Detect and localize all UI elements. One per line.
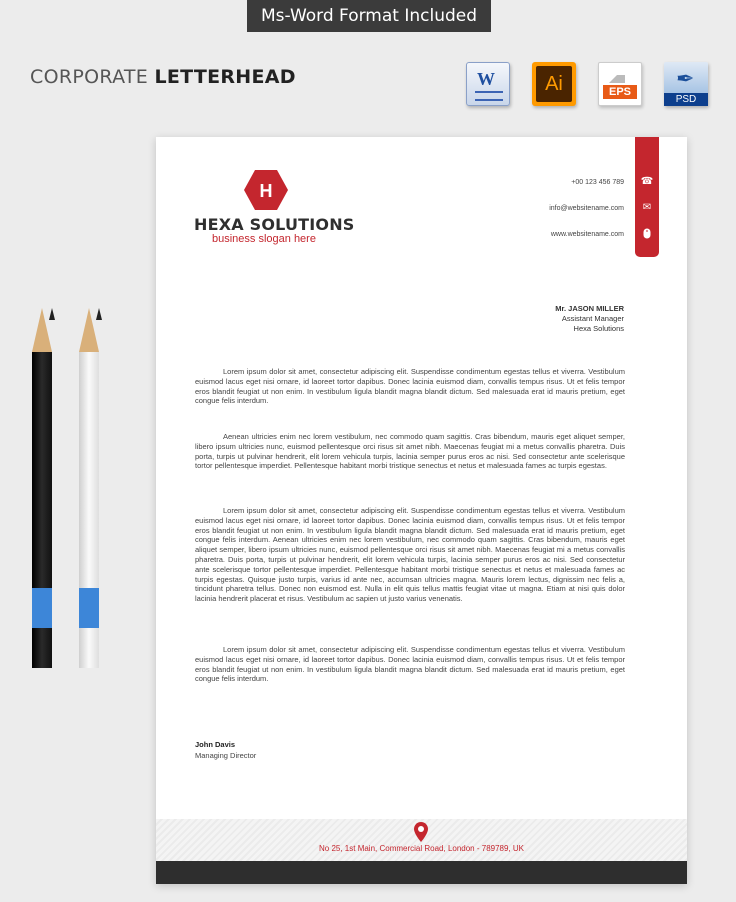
word-letter: W: [477, 69, 495, 89]
black-pencil: [32, 308, 52, 668]
recipient-company: Hexa Solutions: [573, 324, 624, 333]
contact-website: www.websitename.com: [550, 231, 624, 238]
white-pencil: [79, 308, 99, 668]
signature-name: John Davis: [195, 740, 236, 749]
contact-email: info@websitename.com: [549, 205, 624, 212]
phone-icon: ☎: [640, 176, 654, 187]
location-pin-icon: [414, 822, 428, 842]
envelope-icon: ✉: [642, 202, 652, 213]
mouse-icon: [640, 228, 654, 240]
letterhead-page: [156, 137, 687, 884]
footer-address: No 25, 1st Main, Commercial Road, London - 789789, UK: [319, 844, 524, 853]
recipient-title: Assistant Manager: [561, 314, 624, 323]
body-paragraph: Lorem ipsum dolor sit amet, consectetur adipiscing elit. Suspendisse condimentum egestas tellus et viverra. Vestibulum euismod lacus eget nisi ornare, id laoreet tortor dapibus. Donec lacinia euismod diam, convallis tempus risus. Ut et felis tempor eros blandit feugiat ut non enim. In vestibulum ligula blandit magna blandit dictum. Sed malesuada erat id mauris pretium, eget congue felis interdum. Aenean ultricies enim nec lorem vestibulum, nec commodo quam sagittis. Cras bibendum, mauris eget aliquet semper, libero ipsum ultricies nunc, euismod pellentesque orci risus sit amet nibh. Maecenas feugiat mi a metus convallis pharetra. Duis porta, turpis ut pulvinar hendrerit, elit lorem vehicula turpis, lacinia semper purus eros ac nisi. Sed consectetur ante scelerisque tortor pellentesque imperdiet. Pellentesque habitant morbi tristique senectus et netus et malesuada fames ac turpis egestas. Quisque justo turpis, varius id ante nec, accumsan ultricies magna. Mauris lorem lectus, dignissim nec felis a, tincidunt pharetra tellus. Donec non euismod est. Nulla in elit quis tellus mattis feugiat vitae ut magna. Etiam at nisi quis dolor lacinia hendrerit placerat et risus. Vestibulum ac sapien ut justo varius venenatis.: [195, 506, 625, 604]
ai-label: Ai: [536, 66, 572, 102]
title-bold: LETTERHEAD: [154, 66, 296, 88]
psd-label: PSD: [664, 93, 708, 106]
illustrator-format-icon: [532, 62, 576, 106]
page-title: [30, 66, 296, 88]
hexagon-logo-icon: [244, 170, 288, 210]
eps-label: EPS: [603, 85, 637, 99]
format-banner: [247, 0, 491, 32]
feather-icon: ✒: [676, 66, 695, 91]
eps-format-icon: [598, 62, 642, 106]
footer-bar: [156, 861, 687, 884]
contact-phone: +00 123 456 789: [571, 179, 624, 186]
word-format-icon: [466, 62, 510, 106]
contact-icon-strip: [635, 137, 659, 257]
company-slogan: business slogan here: [212, 233, 316, 245]
company-name: HEXA SOLUTIONS: [194, 215, 355, 234]
recipient-name: Mr. JASON MILLER: [555, 304, 624, 313]
title-light: CORPORATE: [30, 66, 155, 88]
recipient-block: [555, 304, 624, 334]
body-paragraph: Lorem ipsum dolor sit amet, consectetur adipiscing elit. Suspendisse condimentum egestas tellus et viverra. Vestibulum euismod lacus eget nisi ornare, id laoreet tortor dapibus. Donec lacinia euismod diam, convallis tempus risus. Ut et felis tempor eros blandit feugiat ut non enim. In vestibulum ligula blandit magna blandit dictum. Sed malesuada erat id mauris pretium, eget congue felis interdum.: [195, 367, 625, 406]
format-banner-text: Ms-Word Format Included: [260, 6, 478, 26]
format-icons: [466, 62, 708, 106]
body-paragraph: Lorem ipsum dolor sit amet, consectetur adipiscing elit. Suspendisse condimentum egestas tellus et viverra. Vestibulum euismod lacus eget nisi ornare, id laoreet tortor dapibus. Donec lacinia euismod diam, convallis tempus risus. Ut et felis tempor eros blandit feugiat ut non enim. In vestibulum ligula blandit magna blandit dictum. Sed malesuada erat id mauris pretium, eget congue felis interdum.: [195, 645, 625, 684]
body-paragraph: Aenean ultricies enim nec lorem vestibulum, nec commodo quam sagittis. Cras bibendum, mauris eget aliquet semper, libero ipsum ultricies nunc, euismod pellentesque orci risus sit amet nibh. Maecenas feugiat mi a metus convallis pharetra. Duis porta, turpis ut pulvinar hendrerit, elit lorem vehicula turpis, lacinia semper purus eros ac nisi. Sed consectetur ante scelerisque tortor pellentesque imperdiet. Pellentesque habitant morbi tristique senectus et netus et malesuada fames ac turpis egestas.: [195, 432, 625, 471]
signature-title: Managing Director: [195, 751, 257, 760]
psd-format-icon: [664, 62, 708, 106]
logo-letter: H: [259, 181, 273, 201]
